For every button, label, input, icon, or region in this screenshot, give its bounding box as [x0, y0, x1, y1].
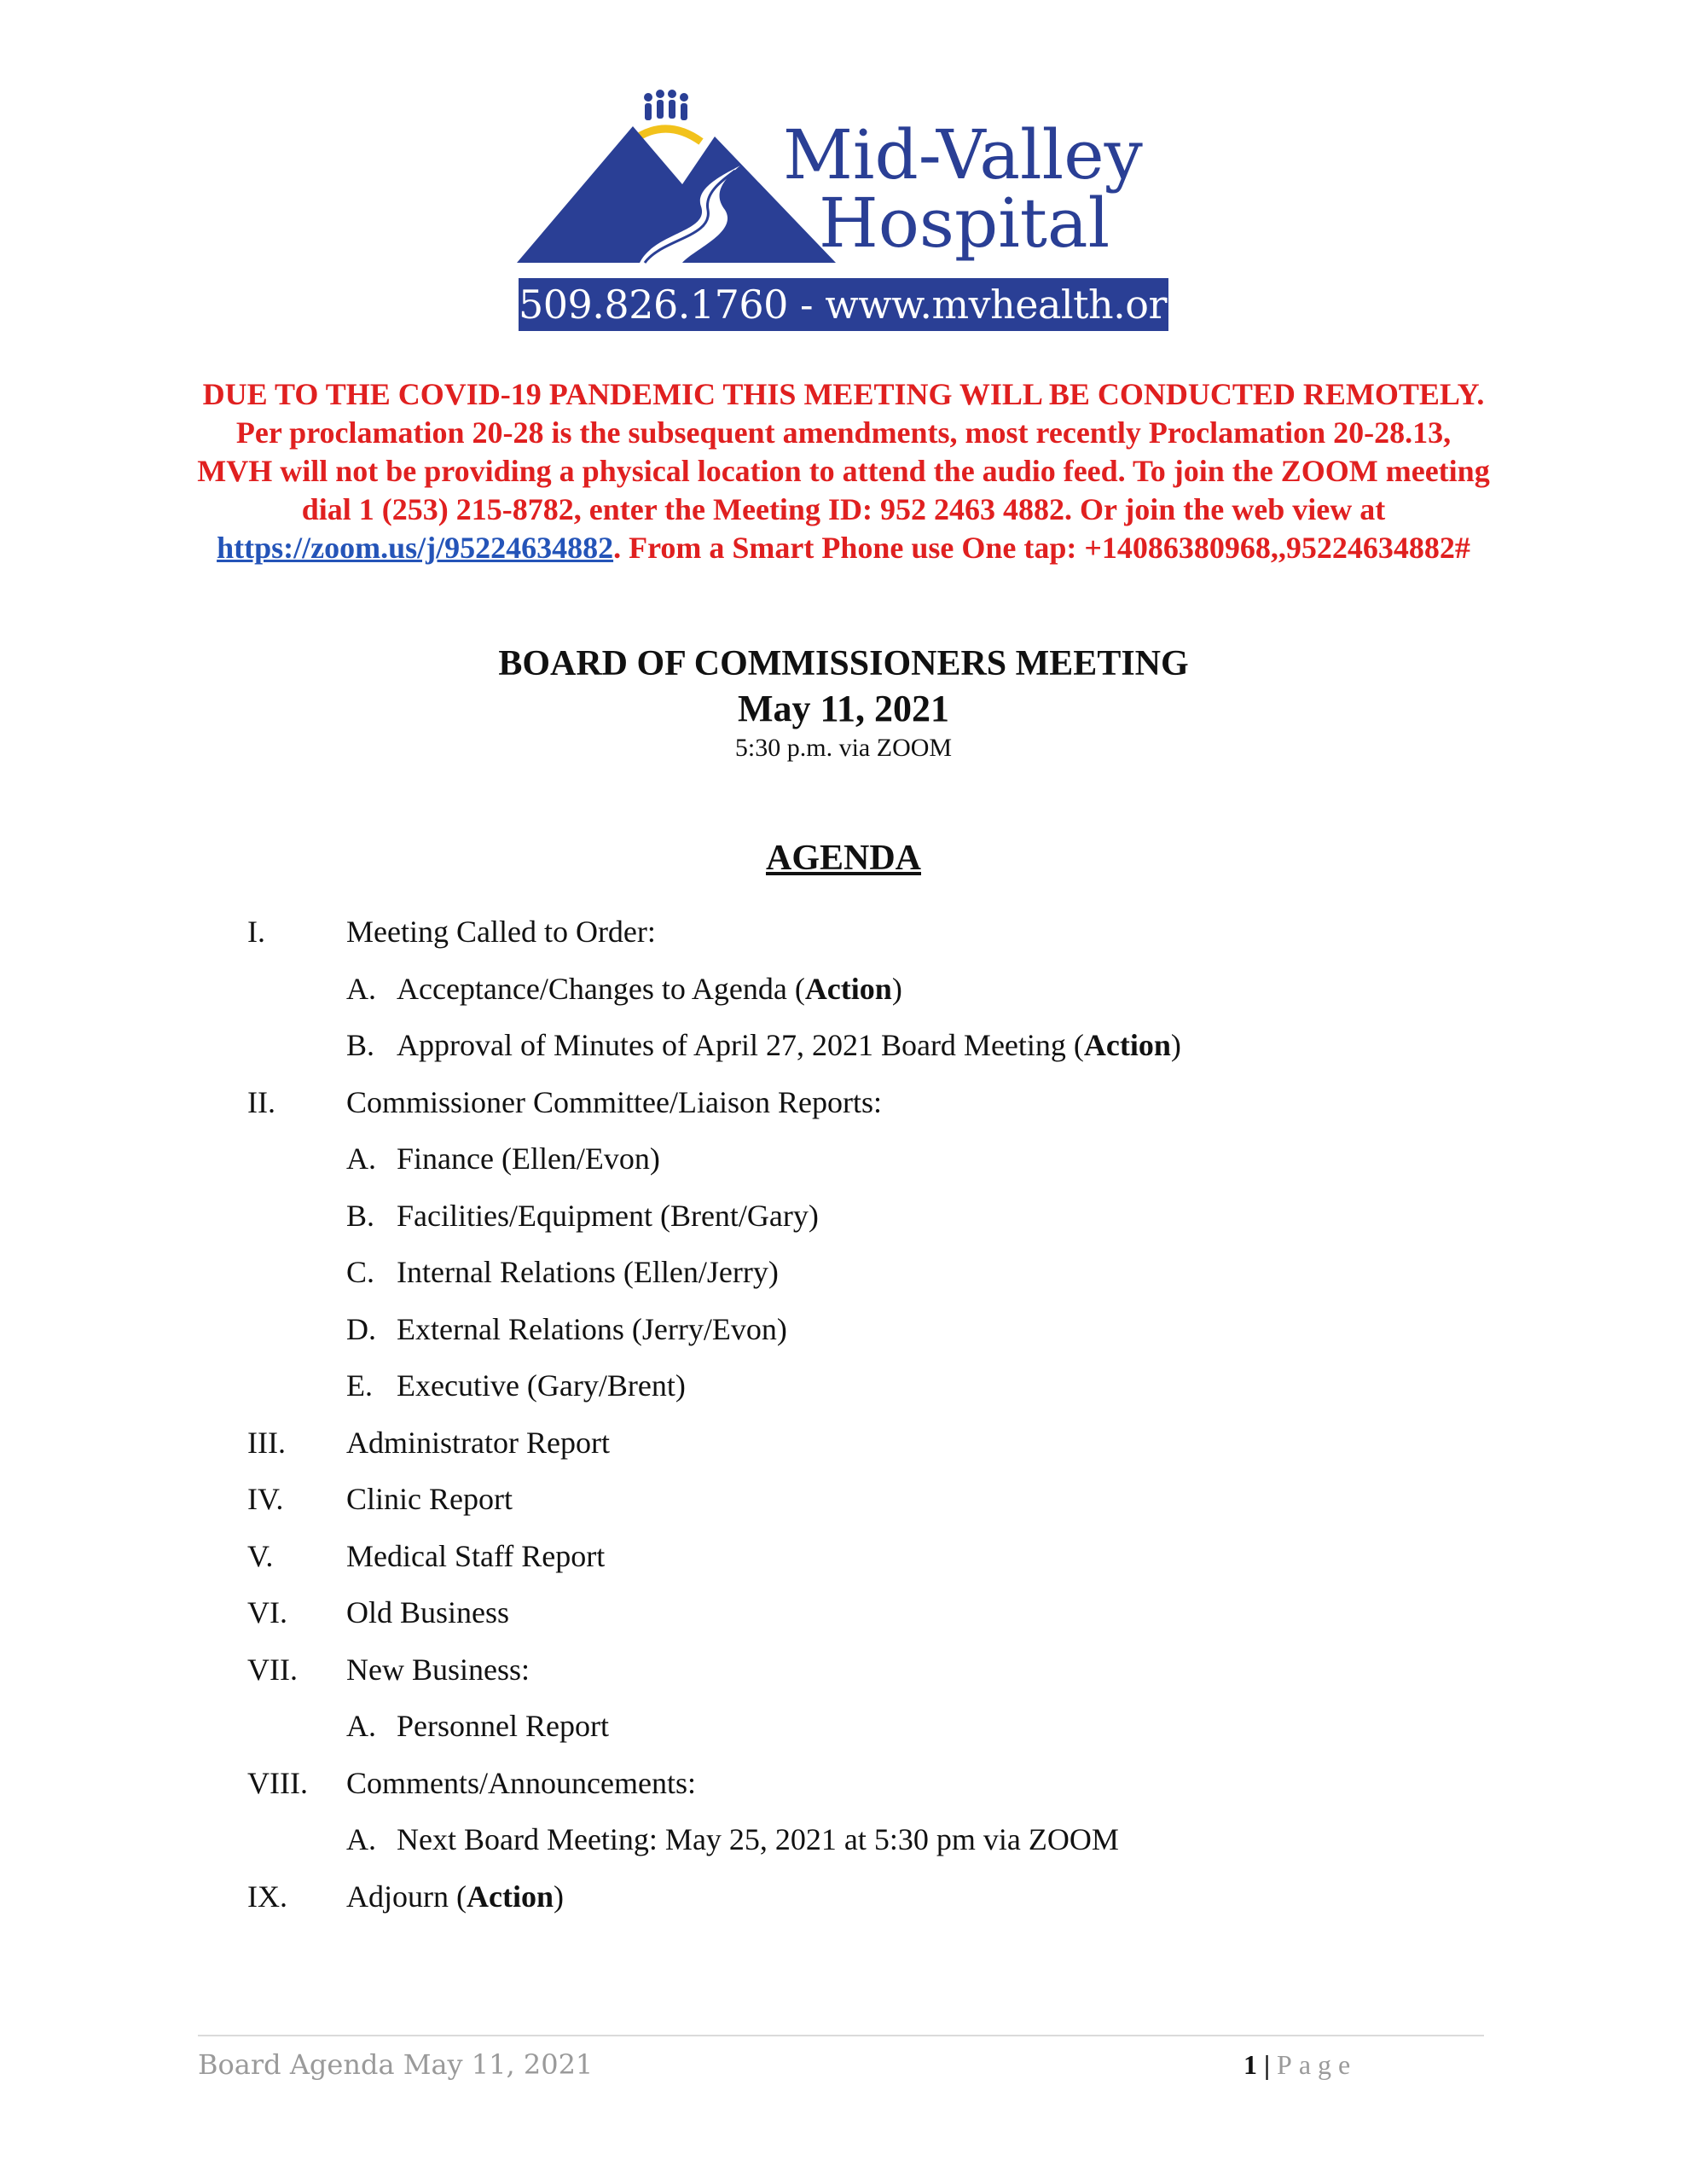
agenda-subitem-text: Acceptance/Changes to Agenda (Action): [397, 971, 902, 1006]
footer-doc-title: Board Agenda May 11, 2021: [198, 2048, 594, 2081]
hospital-logo: [512, 82, 1191, 338]
notice-text-before: DUE TO THE COVID-19 PANDEMIC THIS MEETING WILL BE CONDUCTED REMOTELY. Per proclamation 20-28 is the subsequent amendments, most recently Proclamation 20-28.13, MVH will not be providing a physical location to attend the audio feed. To join the ZOOM meeting dial 1 (253) 215-8782, enter the Meeting ID: 952 2463 4882. Or join the web view at: [197, 377, 1490, 526]
agenda-subitem-letter: A.: [346, 971, 376, 1006]
agenda-subitem-letter: D.: [346, 1311, 376, 1346]
agenda-item-number: VI.: [247, 1595, 287, 1629]
agenda-subitem-text: Facilities/Equipment (Brent/Gary): [397, 1198, 819, 1233]
zoom-link[interactable]: https://zoom.us/j/95224634882: [217, 531, 614, 565]
notice-text-after: . From a Smart Phone use One tap: +14086380968,,95224634882#: [613, 531, 1470, 565]
page-separator: |: [1264, 2049, 1271, 2080]
agenda-item-text: Commissioner Committee/Liaison Reports:: [346, 1084, 882, 1119]
agenda-item-number: V.: [247, 1538, 274, 1573]
agenda-subitem-letter: B.: [346, 1028, 375, 1062]
meeting-title-block: [0, 642, 1687, 764]
agenda-subitem-letter: A.: [346, 1822, 376, 1856]
logo-name-line2: Hospital: [819, 183, 1110, 263]
meeting-title: BOARD OF COMMISSIONERS MEETING: [498, 644, 1189, 683]
agenda-subitem-text: Approval of Minutes of April 27, 2021 Board Meeting (Action): [397, 1028, 1181, 1062]
agenda-subitem-text: Finance (Ellen/Evon): [397, 1141, 660, 1176]
agenda-item-number: II.: [247, 1084, 275, 1119]
agenda-item-number: IV.: [247, 1482, 284, 1516]
agenda-item-number: VIII.: [247, 1765, 308, 1800]
agenda-item-text: Administrator Report: [346, 1425, 610, 1460]
agenda-subitem-letter: A.: [346, 1709, 376, 1743]
agenda-item-number: III.: [247, 1425, 286, 1460]
agenda-subitem-text: Personnel Report: [397, 1709, 609, 1743]
agenda-subitem-letter: B.: [346, 1198, 375, 1233]
action-label: Action: [804, 971, 892, 1006]
page-label: Page: [1277, 2049, 1358, 2080]
logo-wordmark: [783, 115, 1143, 263]
agenda-subitem-letter: A.: [346, 1141, 376, 1176]
logo-contact-bar: 509.826.1760 - www.mvhealth.org: [519, 278, 1168, 331]
agenda-item-number: IX.: [247, 1879, 287, 1914]
footer-page-indicator: [1244, 2048, 1357, 2082]
meeting-date: May 11, 2021: [737, 688, 950, 729]
agenda-item-text: New Business:: [346, 1652, 530, 1687]
action-label: Action: [1083, 1028, 1171, 1062]
agenda-subitem-text: Internal Relations (Ellen/Jerry): [397, 1255, 779, 1289]
agenda-subitem-text: Executive (Gary/Brent): [397, 1368, 686, 1403]
footer-divider: [198, 2035, 1484, 2036]
agenda-item-text: Clinic Report: [346, 1482, 513, 1516]
agenda-item-text: Meeting Called to Order:: [346, 915, 656, 949]
agenda-subitem-text: External Relations (Jerry/Evon): [397, 1311, 787, 1346]
meeting-time: 5:30 p.m. via ZOOM: [734, 734, 953, 762]
agenda-item-number: VII.: [247, 1652, 298, 1687]
agenda-subitem-letter: E.: [346, 1368, 373, 1403]
agenda-heading: AGENDA: [765, 839, 921, 878]
agenda-item-text: Comments/Announcements:: [346, 1765, 696, 1800]
agenda-subitem-letter: C.: [346, 1255, 375, 1289]
agenda-item-number: I.: [247, 915, 265, 949]
agenda-subitem-text: Next Board Meeting: May 25, 2021 at 5:30 pm via ZOOM: [397, 1822, 1119, 1856]
agenda-item-text: Old Business: [346, 1595, 510, 1629]
agenda-item-text: Adjourn (Action): [346, 1879, 564, 1914]
agenda-item-text: Medical Staff Report: [346, 1538, 606, 1573]
logo-name-line1: Mid-Valley: [783, 115, 1143, 195]
action-label: Action: [466, 1879, 554, 1914]
covid-notice: [196, 375, 1491, 567]
page-number: 1: [1244, 2049, 1257, 2080]
